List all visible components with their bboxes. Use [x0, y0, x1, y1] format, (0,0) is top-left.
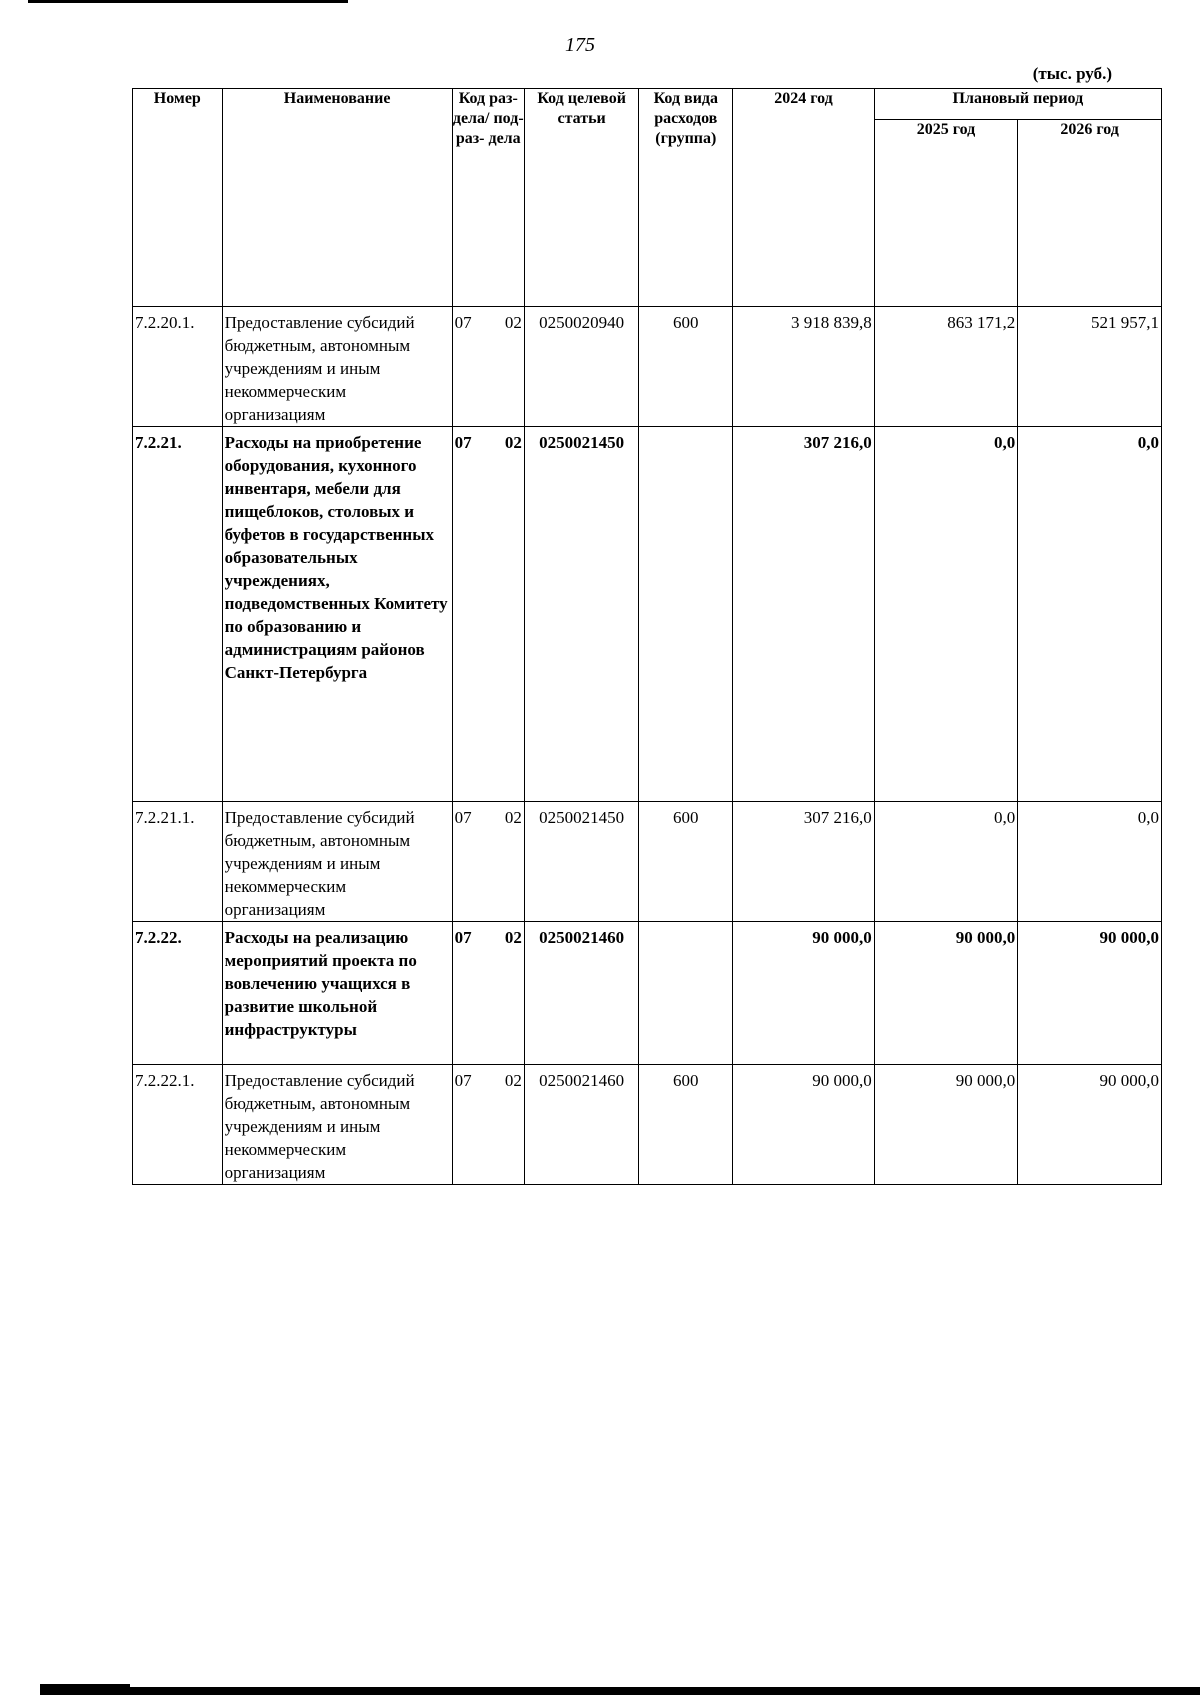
row-name: Расходы на реализацию мероприятий проекта по вовлечению учащихся в развитие школьной инфраструктуры	[222, 922, 452, 1065]
row-2026: 521 957,1	[1018, 307, 1162, 427]
row-num: 7.2.22.1.	[133, 1065, 223, 1185]
row-razd: 07	[454, 928, 472, 947]
header-2025: 2025 год	[874, 120, 1018, 307]
row-name: Предоставление субсидий бюджетным, автономным учреждениям и иным некоммерческим организациям	[222, 1065, 452, 1185]
row-target: 0250021460	[524, 922, 638, 1065]
row-razd: 07	[454, 433, 472, 452]
header-name: Наименование	[222, 89, 452, 307]
row-name: Предоставление субсидий бюджетным, автономным учреждениям и иным некоммерческим организациям	[222, 802, 452, 922]
row-2024: 90 000,0	[733, 1065, 874, 1185]
row-2024: 90 000,0	[733, 922, 874, 1065]
row-2025: 90 000,0	[874, 922, 1018, 1065]
table-row	[133, 922, 1162, 1065]
table-row	[133, 307, 1162, 427]
row-razd: 07	[454, 808, 472, 827]
row-podrazd: 02	[504, 1071, 522, 1090]
row-2025: 0,0	[874, 802, 1018, 922]
row-vid: 600	[639, 802, 733, 922]
header-num: Номер	[133, 89, 223, 307]
page-number: 175	[565, 34, 595, 56]
row-vid	[639, 427, 733, 802]
row-name: Расходы на приобретение оборудования, кухонного инвентаря, мебели для пищеблоков, столовых и буфетов в государственных образовательных учреждениях, подведомственных Комитету по образованию и администрациям районов Санкт-Петербурга	[222, 427, 452, 802]
row-2026: 90 000,0	[1018, 922, 1162, 1065]
row-2025: 863 171,2	[874, 307, 1018, 427]
row-target: 0250021450	[524, 427, 638, 802]
header-2024: 2024 год	[733, 89, 874, 307]
header-2026: 2026 год	[1018, 120, 1162, 307]
row-vid	[639, 922, 733, 1065]
top-rule	[28, 0, 348, 3]
table-row	[133, 1065, 1162, 1185]
header-razdel: Код раз- дела/ под- раз- дела	[452, 89, 524, 307]
row-num: 7.2.20.1.	[133, 307, 223, 427]
header-vid: Код вида расходов (группа)	[639, 89, 733, 307]
bottom-rule	[40, 1687, 1200, 1695]
row-razd: 07	[454, 1071, 472, 1090]
row-podrazd: 02	[504, 433, 522, 452]
budget-table	[132, 88, 1162, 1185]
row-2026: 0,0	[1018, 427, 1162, 802]
row-num: 7.2.22.	[133, 922, 223, 1065]
row-2025: 90 000,0	[874, 1065, 1018, 1185]
row-2026: 90 000,0	[1018, 1065, 1162, 1185]
row-razdel	[452, 1065, 524, 1185]
row-podrazd: 02	[504, 313, 522, 332]
table-row	[133, 427, 1162, 802]
units-label: (тыс. руб.)	[1032, 64, 1112, 83]
row-target: 0250021460	[524, 1065, 638, 1185]
header-target: Код целевой статьи	[524, 89, 638, 307]
row-podrazd: 02	[504, 928, 522, 947]
row-razdel	[452, 802, 524, 922]
row-razdel	[452, 922, 524, 1065]
row-vid: 600	[639, 307, 733, 427]
row-num: 7.2.21.1.	[133, 802, 223, 922]
header-plan-period: Плановый период	[874, 89, 1161, 120]
row-razd: 07	[454, 313, 472, 332]
row-razdel	[452, 427, 524, 802]
row-target: 0250021450	[524, 802, 638, 922]
row-2024: 307 216,0	[733, 802, 874, 922]
row-podrazd: 02	[504, 808, 522, 827]
row-target: 0250020940	[524, 307, 638, 427]
row-2025: 0,0	[874, 427, 1018, 802]
row-2026: 0,0	[1018, 802, 1162, 922]
row-vid: 600	[639, 1065, 733, 1185]
row-2024: 307 216,0	[733, 427, 874, 802]
row-name: Предоставление субсидий бюджетным, автономным учреждениям и иным некоммерческим организациям	[222, 307, 452, 427]
table-row	[133, 802, 1162, 922]
row-num: 7.2.21.	[133, 427, 223, 802]
row-2024: 3 918 839,8	[733, 307, 874, 427]
row-razdel	[452, 307, 524, 427]
